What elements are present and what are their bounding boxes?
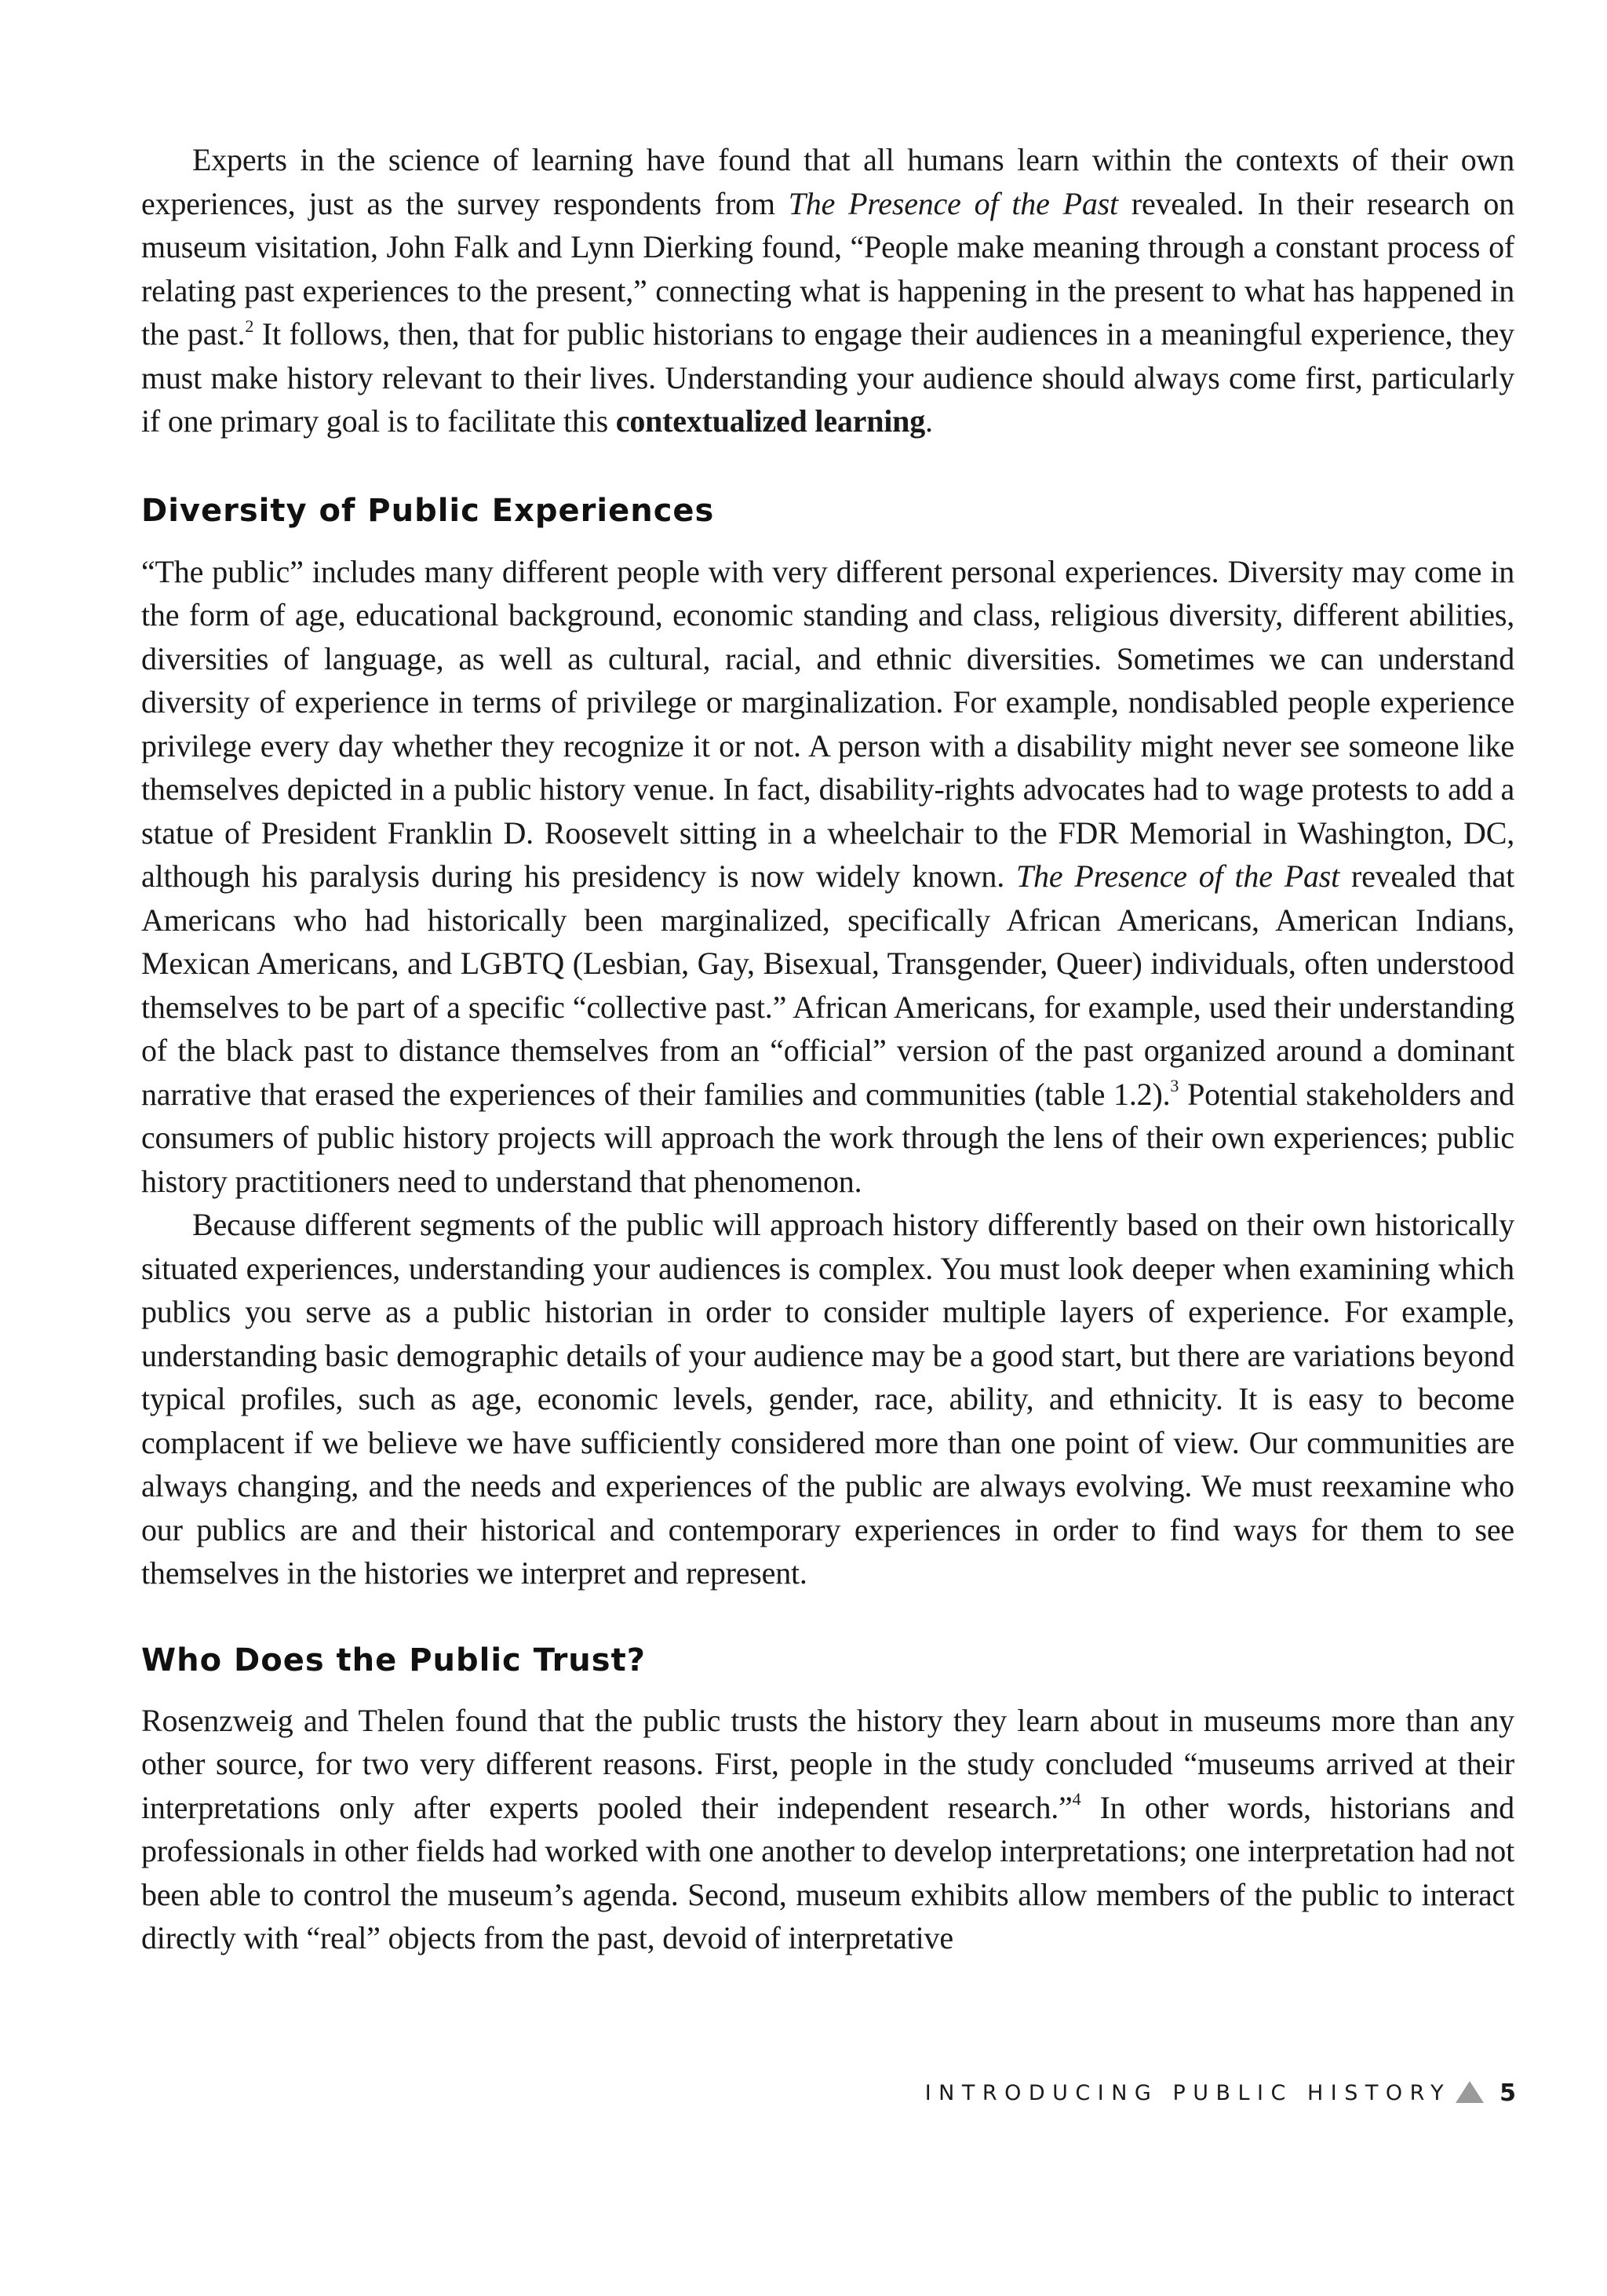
paragraph-contextualized-learning [141,138,1514,443]
running-head: INTRODUCING PUBLIC HISTORY [924,2081,1452,2105]
footnote-marker: 3 [1170,1076,1179,1096]
key-term-bold: contextualized learning [615,403,926,439]
text-run: Potential stakeholders and consumers of public history projects will approach the work through the lens of their own experiences; public history practitioners need to understand that phenomenon. [141,1076,1514,1199]
triangle-marker-icon [1456,2081,1484,2103]
book-title-italic: The Presence of the Past [788,185,1118,221]
text-column [141,138,1514,1960]
paragraph-public-trust [141,1699,1514,1960]
book-title-italic: The Presence of the Past [1015,858,1340,894]
text-run: revealed that Americans who had historically been marginalized, specifically African Americans, American Indians, Mexican Americans, and LGBTQ (Lesbian, Gay, Bisexual, Transgender, Queer) individuals, often understood themselves to be part of a specific “collective past.” African Americans, for example, used their understanding of the black past to distance themselves from an “official” version of the past organized around a dominant narrative that erased the experiences of their families and communities (table 1.2). [141,858,1514,1112]
footnote-marker: 4 [1072,1789,1081,1809]
footnote-marker: 2 [245,315,254,336]
text-run: “The public” includes many different people with very different personal experiences. Diversity may come in the form of age, educational background, economic standing and class, religious diversity, different abilities, diversities of language, as well as cultural, racial, and ethnic diversities. Sometimes we can understand diversity of experience in terms of privilege or marginalization. For example, nondisabled people experience privilege every day whether they recognize it or not. A person with a disability might never see someone like themselves depicted in a public history venue. In fact, disability-rights advocates had to wage protests to add a statue of President Franklin D. Roosevelt sitting in a wheelchair to the FDR Memorial in Washington, DC, although his paralysis during his presidency is now widely known. [141,553,1514,894]
section-heading-diversity: Diversity of Public Experiences [141,492,715,529]
paragraph-audiences-complex: Because different segments of the public will approach history differently based on their own historically situated experiences, understanding your audiences is complex. You must look deeper when examining which publics you serve as a public historian in order to consider multiple layers of experience. For example, understanding basic demographic details of your audience may be a good start, but there are variations beyond typical profiles, such as age, economic levels, gender, race, ability, and ethnicity. It is easy to become complacent if we believe we have sufficiently considered more than one point of view. Our communities are always changing, and the needs and experiences of the public are always evolving. We must reexamine who our publics are and their historical and contemporary experiences in order to find ways for them to see themselves in the histories we interpret and represent. [141,1207,1514,1591]
text-run: . [925,403,933,439]
text-run: Experts in the science of learning have found that all humans learn within the contexts of their own experiences, just as the survey respondents from [141,142,1514,221]
text-run: In other words, historians and professionals in other fields had worked with one another to develop interpretations; one interpretation had not been able to control the museum’s agenda. Second, museum exhibits allow members of the public to interact directly with “real” objects from the past, devoid of interpretative [141,1789,1514,1955]
text-run: Rosenzweig and Thelen found that the public trusts the history they learn about in museums more than any other source, for two very different reasons. First, people in the study concluded “museums arrived at their interpretations only after experts pooled their independent research.” [141,1702,1514,1825]
section-heading-trust: Who Does the Public Trust? [141,1642,646,1678]
page-footer [925,2079,1516,2107]
text-run: revealed. In their research on museum visitation, John Falk and Lynn Dierking found, “People make meaning through a constant process of relating past experiences to the present,” connecting what is happening in the present to what has happened in the past. [141,185,1514,352]
page-number: 5 [1500,2079,1516,2107]
text-run: It follows, then, that for public historians to engage their audiences in a meaningful experience, they must make history relevant to their lives. Understanding your audience should always come first, particularly if one primary goal is to facilitate this [141,316,1514,439]
paragraph-diversity [141,550,1514,1204]
